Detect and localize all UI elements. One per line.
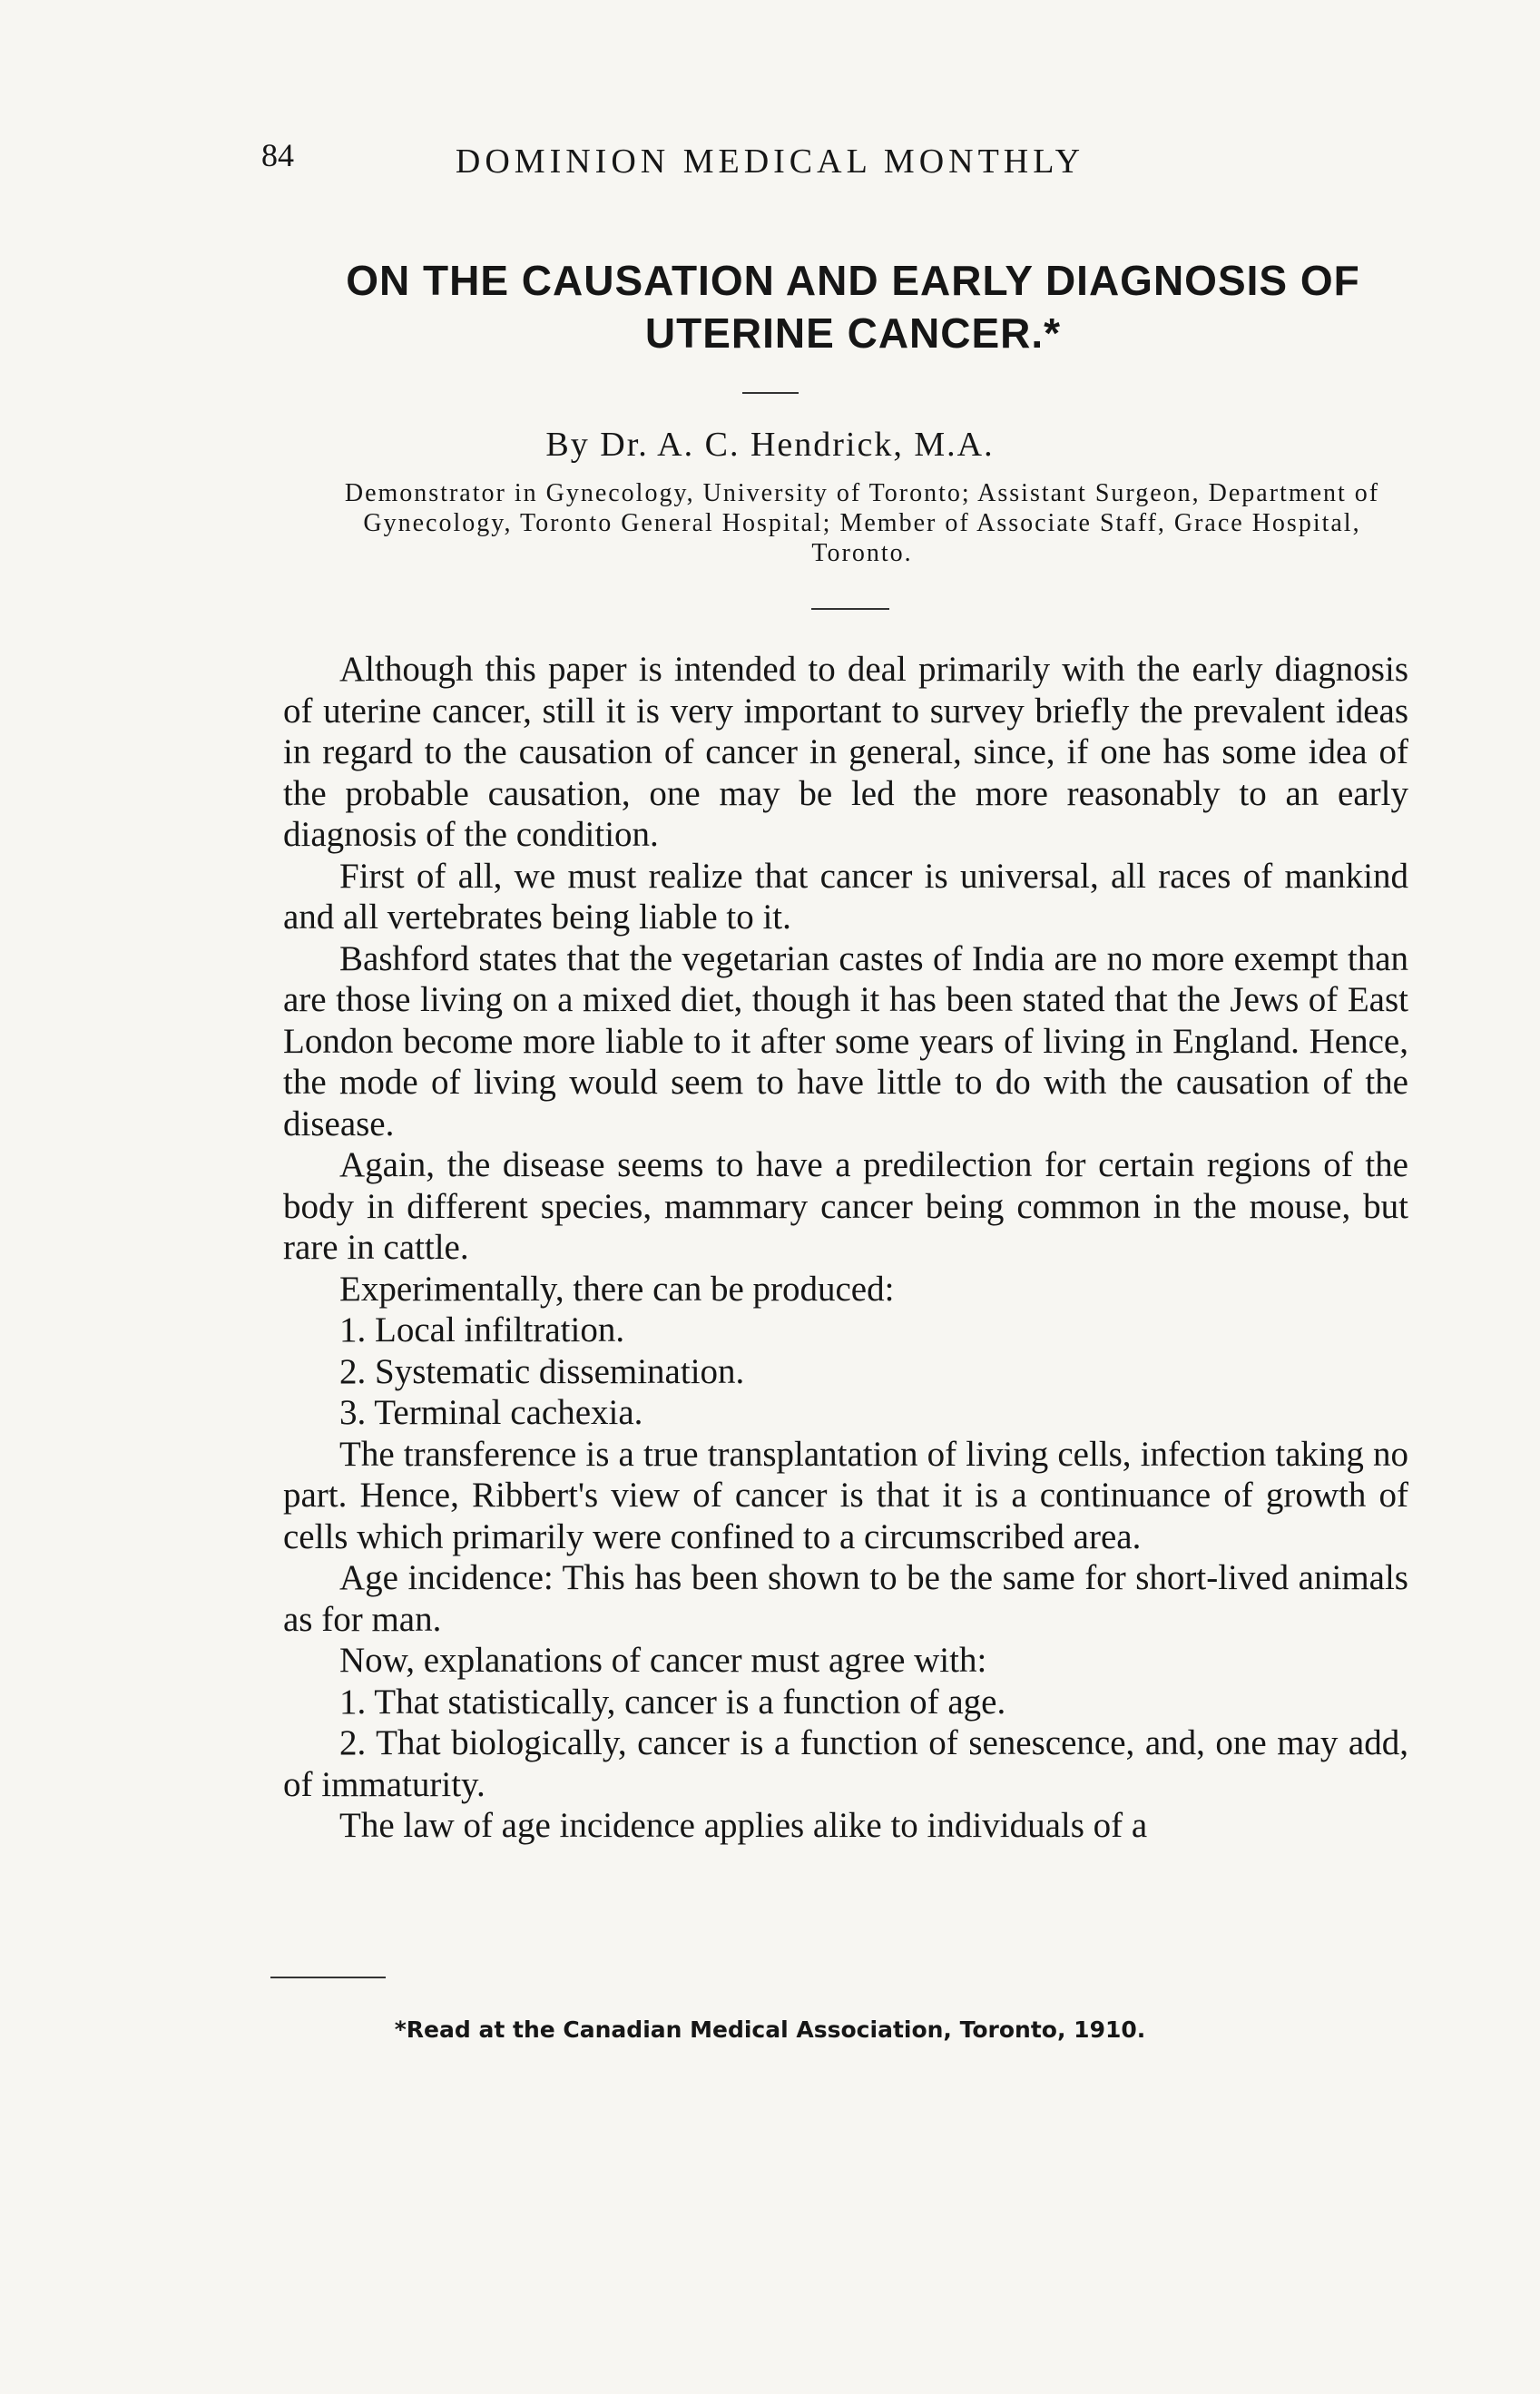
journal-title: DOMINION MEDICAL MONTHLY [455, 142, 1085, 181]
running-header [0, 136, 1540, 191]
author-affiliation: Demonstrator in Gynecology, University of Toronto; Assistant Surgeon, Department of Gynecology, Toronto General Hospital; Member of Associate Staff, Grace Hospital, Toronto. [344, 479, 1380, 567]
paragraph: The law of age incidence applies alike to individuals of a [339, 1806, 1148, 1845]
paragraph: Age incidence: This has been shown to be the same for short-lived animals as for man. [283, 1558, 1408, 1639]
author-line: By Dr. A. C. Hendrick, M.A. [545, 426, 995, 464]
list-item: 2. Systematic dissemination. [339, 1351, 745, 1391]
paragraph: Now, explanations of cancer must agree with: [339, 1641, 987, 1680]
title-divider [742, 392, 799, 394]
affiliation-divider [811, 608, 889, 610]
list-item: 1. That statistically, cancer is a function of age. [339, 1682, 1006, 1722]
list-item: 3. Terminal cachexia. [339, 1393, 643, 1432]
list-item: 1. Local infiltration. [339, 1310, 625, 1349]
list-item: 2. That biologically, cancer is a function of senescence, and, one may add, of immaturity. [283, 1723, 1408, 1804]
paragraph: The transference is a true transplantation of living cells, infection taking no part. Hence, Ribbert's view of cancer is that it is a continuance of growth of cells which primarily were confined to a circumscribed area. [283, 1434, 1408, 1556]
paragraph: Experimentally, there can be produced: [339, 1269, 895, 1309]
paragraph: Although this paper is intended to deal primarily with the early diagnosis of uterine cancer, still it is very important to survey briefly the prevalent ideas in regard to the causation of cancer in general, since, if one has some idea of the probable causation, one may be led the more reasonably to an early diagnosis of the condition. [283, 650, 1408, 854]
page-number: 84 [261, 137, 294, 173]
footnote-rule [270, 1977, 386, 1978]
paragraph: Again, the disease seems to have a predilection for certain regions of the body in different species, mammary cancer being common in the mouse, but rare in cattle. [283, 1145, 1408, 1267]
paragraph: First of all, we must realize that cancer is universal, all races of mankind and all vertebrates being liable to it. [283, 856, 1408, 937]
paragraph: Bashford states that the vegetarian castes of India are no more exempt than are those living on a mixed diet, though it has been stated that the Jews of East London become more liable to it after some years of living in England. Hence, the mode of living would seem to have little to do with the causation of the disease. [283, 938, 1408, 1143]
article-body [283, 649, 1408, 1847]
article-title: ON THE CAUSATION AND EARLY DIAGNOSIS OF UTERINE CANCER.* [346, 257, 1360, 357]
footnote: *Read at the Canadian Medical Association, Toronto, 1910. [394, 2016, 1146, 2043]
